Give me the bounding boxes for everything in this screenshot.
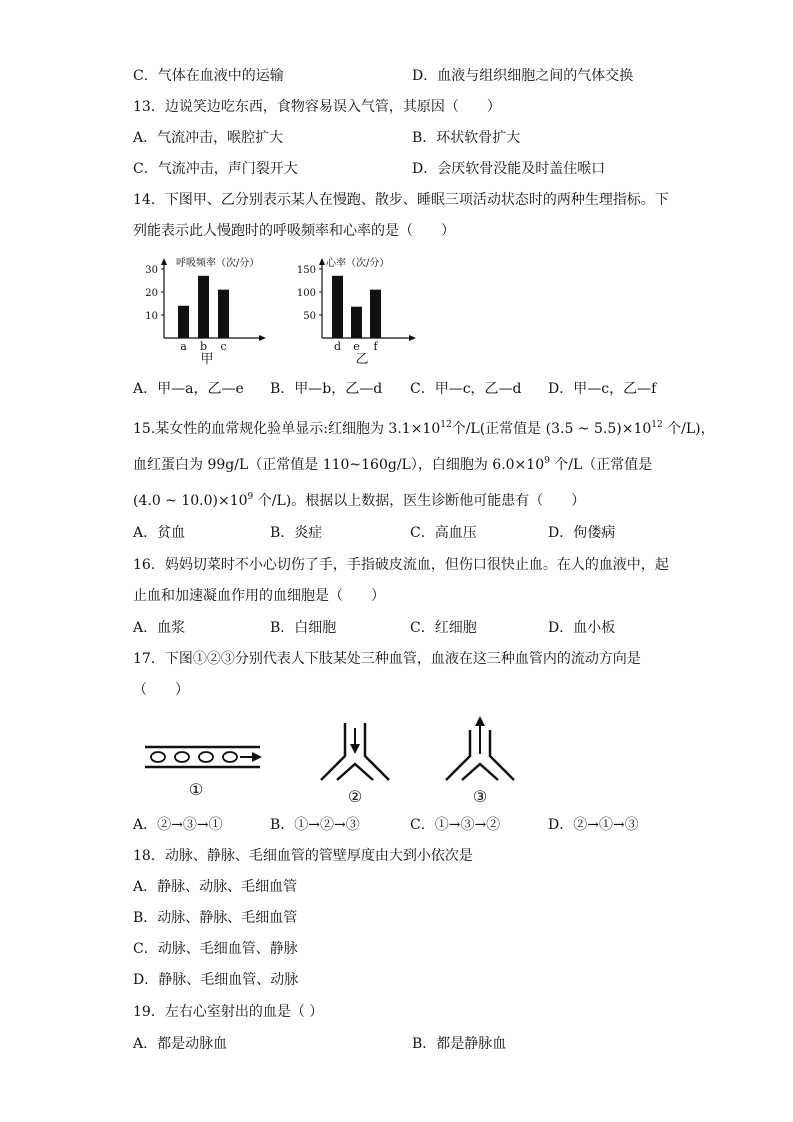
chart-heart-rate-category-label: f [373, 340, 378, 353]
y-axis-arrow-icon [319, 258, 325, 265]
vessel-3-diagram [440, 712, 520, 808]
chart-respiration-tick-label: 20 [145, 287, 158, 299]
q16-option-a: A．血浆 [133, 620, 186, 636]
vessel-wall-right [365, 723, 389, 780]
q16-stem-line2: 止血和加速凝血作用的血细胞是（ ） [133, 588, 385, 604]
q18-stem: 18．动脉、静脉、毛细血管的管壁厚度由大到小依次是 [133, 848, 473, 864]
q13-option-c: C．气流冲击，声门裂开大 [133, 161, 298, 177]
blood-cell-icon [151, 752, 165, 762]
q13-option-b: B．环状软骨扩大 [412, 130, 521, 146]
q15-option-a: A．贫血 [133, 525, 186, 541]
x-axis-arrow-icon [409, 335, 416, 341]
q13-option-d: D．会厌软骨没能及时盖住喉口 [412, 161, 606, 177]
q15-stem-line3: (4.0 ~ $10.0)\times 10^9$ 个/L)。根据以上数据，医生诊断他可能患有（ ） [133, 492, 586, 509]
chart-respiration-tick-label: 30 [145, 264, 158, 276]
q17-option-b: B．①→②→③ [270, 817, 360, 833]
chart-respiration-title: 呼吸频率（次/分） [176, 258, 260, 269]
q17-stem-line2: （ ） [133, 682, 189, 698]
vessel-1-label: ① [188, 780, 204, 799]
q17-option-a: A．②→③→① [133, 817, 223, 833]
chart-heart-rate-tick-label: 100 [296, 287, 316, 299]
q18-option-c: C．动脉、毛细血管、静脉 [133, 941, 298, 957]
x-axis-arrow-icon [259, 335, 266, 341]
q19-option-a: A．都是动脉血 [133, 1036, 228, 1052]
q18-option-a: A．静脉、动脉、毛细血管 [133, 879, 298, 895]
chart-respiration-category-label: b [199, 340, 208, 353]
chart-heart-rate-tick-label: 150 [296, 264, 316, 276]
q15-option-c: C．高血压 [410, 525, 477, 541]
vessel-wall-right [490, 730, 514, 780]
q19-option-b: B．都是静脉血 [412, 1036, 507, 1052]
chart-heart-rate-category-label: e [353, 340, 360, 353]
chart-heart-rate-title: 心率（次/分） [326, 258, 390, 269]
blood-cell-icon [199, 752, 213, 762]
q14-option-c: C．甲—c，乙—d [410, 381, 522, 397]
flow-arrow-up-icon [475, 716, 485, 726]
chart-respiration-bar-b [198, 276, 209, 338]
vessel-fork [337, 764, 373, 780]
flow-arrow-down-icon [350, 744, 360, 754]
chart-heart-rate-tick-label: 50 [303, 310, 316, 322]
chart-respiration-bar-a [178, 306, 189, 338]
q17-option-c: C．①→③→② [410, 817, 501, 833]
vessel-fork [462, 764, 498, 780]
q17-option-d: D．②→①→③ [548, 817, 639, 833]
q15-option-b: B．炎症 [270, 525, 323, 541]
flow-arrow-right-icon [252, 752, 262, 762]
q14-option-b: B．甲—b，乙—d [270, 381, 383, 397]
q19-stem: 19．左右心室射出的血是（ ） [133, 1004, 324, 1020]
q12-option-c: C．气体在血液中的运输 [133, 68, 284, 84]
chart-respiration-category-label: a [180, 340, 187, 353]
chart-respiration [140, 250, 270, 370]
q13-option-a: A．气流冲击，喉腔扩大 [133, 130, 284, 146]
chart-heart-rate-category-label: d [333, 340, 342, 353]
vessel-wall-left [446, 730, 470, 780]
chart-heart-rate-bar-e [351, 307, 362, 338]
q12-option-d: D．血液与组织细胞之间的气体交换 [412, 68, 634, 84]
q15-stem-line2: 血红蛋白为 99g/L（正常值是 110~160g/L），白细胞为 $6.0\times 10^9$ 个/L（正常值是 [133, 456, 653, 473]
vessel-2-label: ② [347, 787, 363, 806]
q16-stem-line1: 16．妈妈切菜时不小心切伤了手，手指破皮流血，但伤口很快止血。在人的血液中，起 [133, 557, 669, 573]
q16-option-d: D．血小板 [548, 620, 616, 636]
chart-respiration-category-label: c [220, 340, 227, 353]
q18-option-d: D．静脉、毛细血管、动脉 [133, 972, 299, 988]
y-axis-arrow-icon [161, 258, 167, 265]
q17-stem-line1: 17．下图①②③分别代表人下肢某处三种血管，血液在这三种血管内的流动方向是 [133, 651, 641, 667]
vessel-wall-left [321, 723, 345, 780]
chart-respiration-bar-c [218, 290, 229, 338]
blood-cell-icon [175, 752, 189, 762]
q15-option-d: D．佝偻病 [548, 525, 616, 541]
q16-option-c: C．红细胞 [410, 620, 477, 636]
chart-heart-rate-bar-d [332, 276, 343, 338]
q14-stem-line1: 14．下图甲、乙分别表示某人在慢跑、散步、睡眠三项活动状态时的两种生理指标。下 [133, 192, 669, 208]
vessel-2-diagram [315, 718, 395, 808]
vessel-3-label: ③ [472, 787, 488, 806]
blood-cell-icon [223, 752, 237, 762]
q18-option-b: B．动脉、静脉、毛细血管 [133, 910, 298, 926]
chart-heart-rate [290, 250, 420, 370]
chart-heart-rate-bar-f [370, 290, 381, 338]
vessel-1-diagram [140, 735, 270, 805]
chart-heart-rate-caption: 乙 [355, 352, 369, 367]
chart-respiration-caption: 甲 [200, 352, 214, 367]
q16-option-b: B．白细胞 [270, 620, 337, 636]
q14-option-d: D．甲—c，乙—f [548, 381, 657, 397]
chart-respiration-tick-label: 10 [145, 310, 158, 322]
q15-stem-line1: 15.某女性的血常规化验单显示:红细胞为 $3.1\times 10^{12}$个/L(正常值是 (3.5 ~ $5.5)\times 10^{12}$ 个/L)， [133, 420, 715, 437]
q13-stem: 13．边说笑边吃东西，食物容易误入气管，其原因（ ） [133, 99, 501, 115]
q14-option-a: A．甲—a，乙—e [133, 381, 244, 397]
q14-stem-line2: 列能表示此人慢跑时的呼吸频率和心率的是（ ） [133, 223, 455, 239]
